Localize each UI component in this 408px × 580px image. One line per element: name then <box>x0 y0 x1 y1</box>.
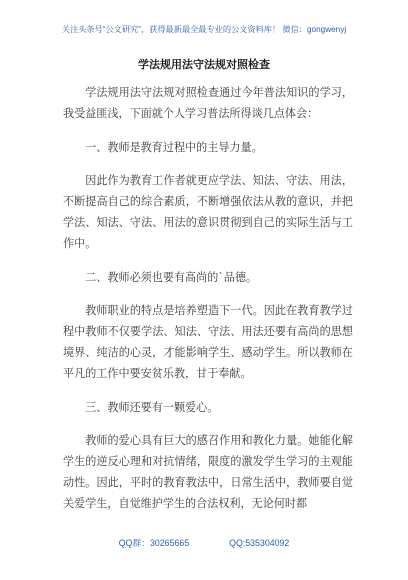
footer-qq-group: QQ群：30265665 <box>118 538 190 548</box>
footer-qq-number: QQ:535304092 <box>229 538 290 548</box>
paragraph-section-3: 教师的爱心具有巨大的感召作用和教化力量。她能化解学生的逆反心理和对抗情绪，限度的激发学生学习的主观能动性。因此，平时的教育教法中，日常生活中，教师要自觉关爱学生，自觉维护学生的合法权利，无论何时都 <box>63 434 353 510</box>
document-body <box>63 82 353 527</box>
header-banner: 关注头条号“公文研究”，获得最新最全最专业的公文资料库！ 微信：gongwenyj <box>61 25 347 34</box>
document-title: 学法规用法守法规对照检查 <box>138 58 270 71</box>
section-heading-1: 一、教师是教育过程中的主导力量。 <box>85 141 263 154</box>
footer-contact <box>0 536 408 549</box>
paragraph-section-2: 教师职业的特点是培养塑造下一代。因此在教育教学过程中教师不仅要学法、知法、守法、用法还要有高尚的思想境界、纯洁的心灵，才能影响学生、感动学生。所以教师在平凡的工作中要安贫乐教，甘于奉献。 <box>63 304 353 380</box>
paragraph-intro: 学法规用法守法规对照检查通过今年普法知识的学习，我受益匪浅，下面就个人学习普法所得谈几点体会： <box>63 86 353 120</box>
section-heading-3: 三、教师还要有一颗爱心。 <box>85 401 219 414</box>
paragraph-section-1: 因此作为教育工作者就更应学法、知法、守法、用法，不断提高自己的综合素质，不断增强依法从教的意识，并把学法、知法、守法、用法的意识贯彻到自己的实际生活与工作中。 <box>63 174 353 250</box>
section-heading-2: 二、教师必须也要有高尚的`品德。 <box>85 271 258 284</box>
